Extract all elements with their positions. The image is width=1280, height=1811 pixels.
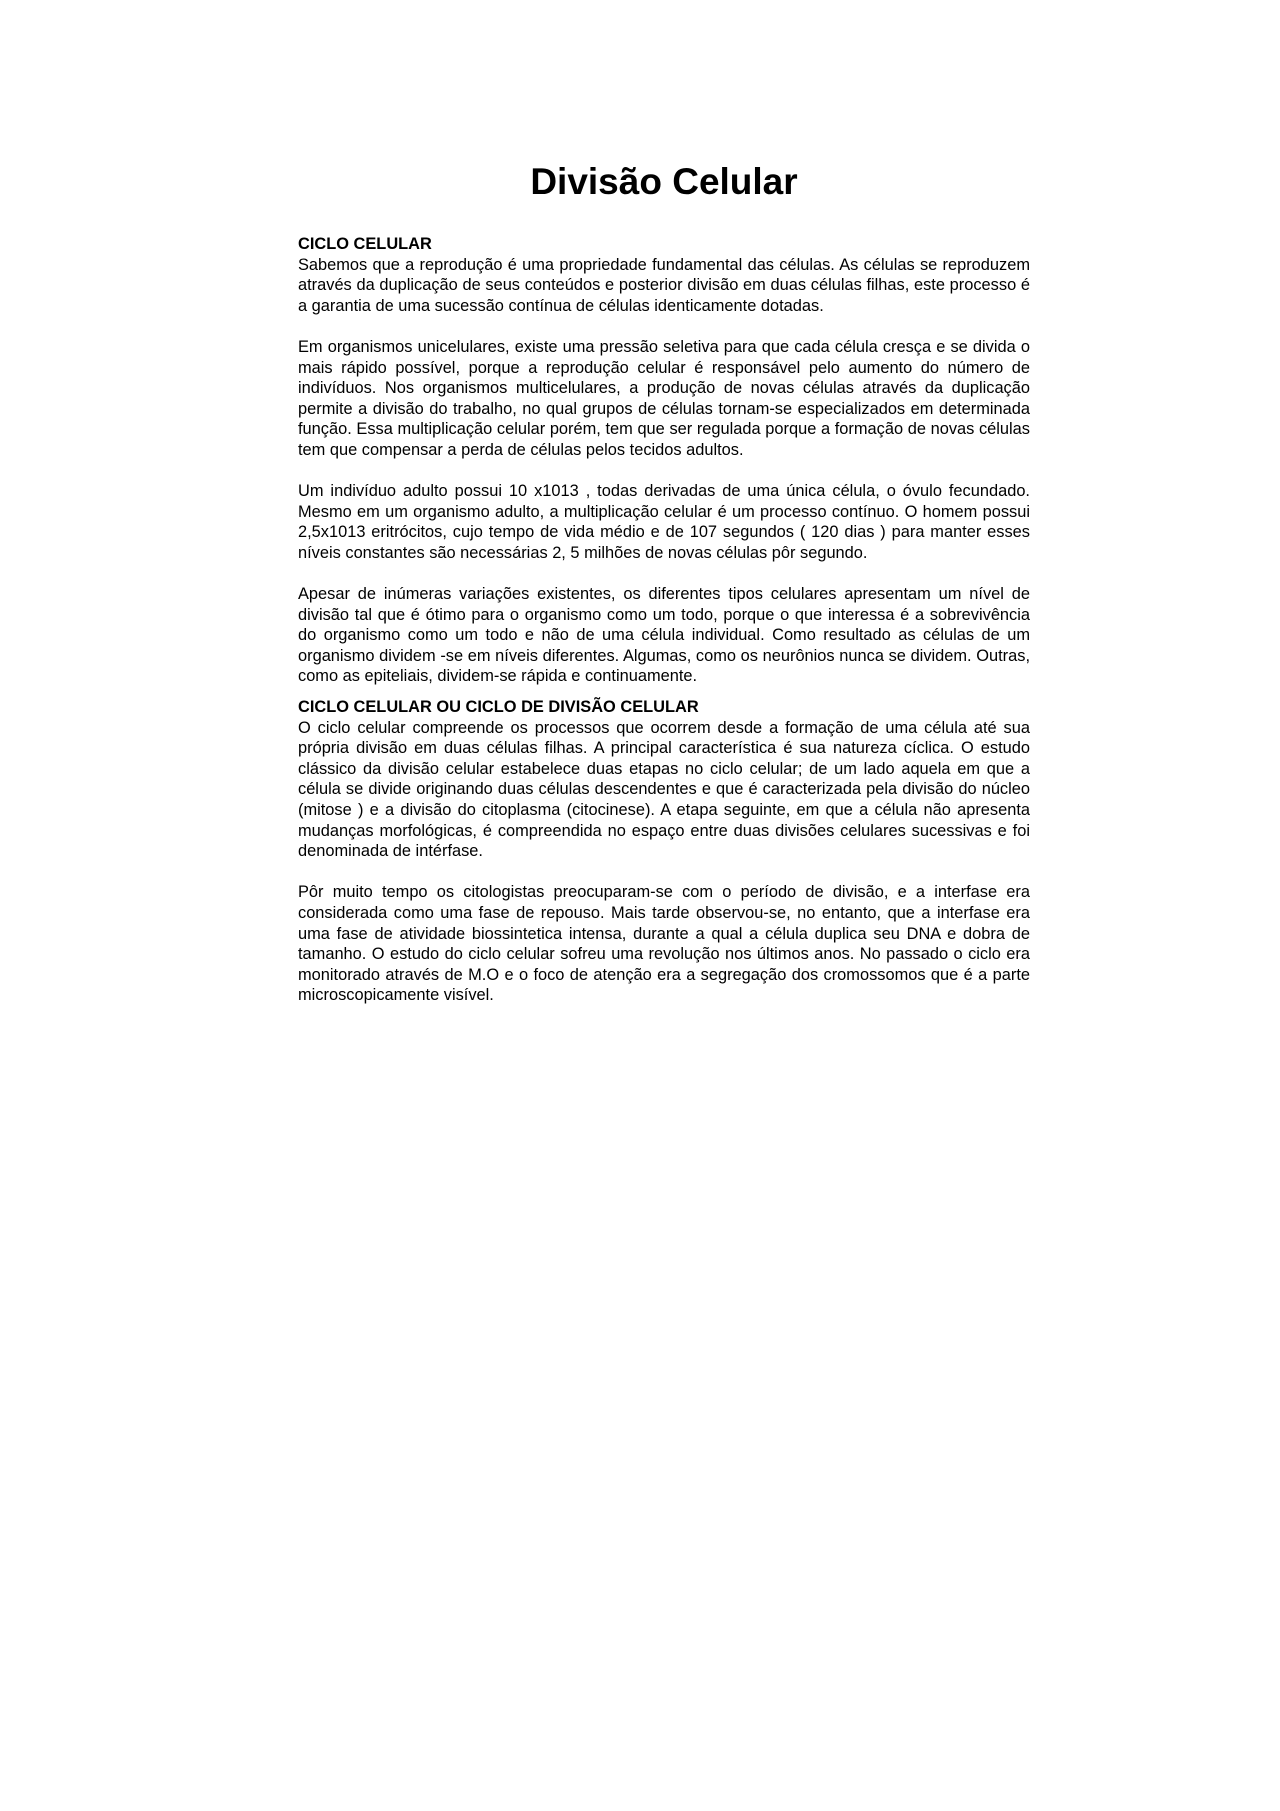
document-page: [298, 156, 1030, 1027]
section-heading: CICLO CELULAR OU CICLO DE DIVISÃO CELULAR: [298, 698, 699, 717]
paragraph: Pôr muito tempo os citologistas preocuparam-se com o período de divisão, e a interfase era considerada como uma fase de repouso. Mais tarde observou-se, no entanto, que a interfase era uma fase de atividade biossintetica intensa, durante a qual a célula duplica seu DNA e dobra de tamanho. O estudo do ciclo celular sofreu uma revolução nos últimos anos. No passado o ciclo era monitorado através de M.O e o foco de atenção era a segregação dos cromossomos que é a parte microscopicamente visível.: [298, 883, 1030, 1005]
document-title: Divisão Celular: [530, 161, 798, 202]
paragraph: Apesar de inúmeras variações existentes, os diferentes tipos celulares apresentam um nível de divisão tal que é ótimo para o organismo como um todo, porque o que interessa é a sobrevivência do organismo como um todo e não de uma célula individual. Como resultado as células de um organismo dividem -se em níveis diferentes. Algumas, como os neurônios nunca se dividem. Outras, como as epiteliais, dividem-se rápida e continuamente.: [298, 585, 1030, 686]
paragraph: O ciclo celular compreende os processos que ocorrem desde a formação de uma célula até sua própria divisão em duas células filhas. A principal característica é sua natureza cíclica. O estudo clássico da divisão celular estabelece duas etapas no ciclo celular; de um lado aquela em que a célula se divide originando duas células descendentes e que é caracterizada pela divisão do núcleo (mitose ) e a divisão do citoplasma (citocinese). A etapa seguinte, em que a célula não apresenta mudanças morfológicas, é compreendida no espaço entre duas divisões celulares sucessivas e foi denominada de intérfase.: [298, 718, 1030, 861]
section-ciclo-celular: [298, 234, 1030, 687]
section-ciclo-de-divisao: [298, 697, 1030, 1006]
paragraph: Em organismos unicelulares, existe uma pressão seletiva para que cada célula cresça e se divida o mais rápido possível, porque a reprodução celular é responsável pelo aumento do número de indivíduos. Nos organismos multicelulares, a produção de novas células através da duplicação permite a divisão do trabalho, no qual grupos de células tornam-se especializados em determinada função. Essa multiplicação celular porém, tem que ser regulada porque a formação de novas células tem que compensar a perda de células pelos tecidos adultos.: [298, 337, 1030, 459]
paragraph: Um indivíduo adulto possui 10 x1013 , todas derivadas de uma única célula, o óvulo fecundado. Mesmo em um organismo adulto, a multiplicação celular é um processo contínuo. O homem possui 2,5x1013 eritrócitos, cujo tempo de vida médio e de 107 segundos ( 120 dias ) para manter esses níveis constantes são necessárias 2, 5 milhões de novas células pôr segundo.: [298, 482, 1030, 562]
paragraph: Sabemos que a reprodução é uma propriedade fundamental das células. As células se reproduzem através da duplicação de seus conteúdos e posterior divisão em duas células filhas, este processo é a garantia de uma sucessão contínua de células identicamente dotadas.: [298, 255, 1030, 315]
section-heading: CICLO CELULAR: [298, 235, 432, 253]
